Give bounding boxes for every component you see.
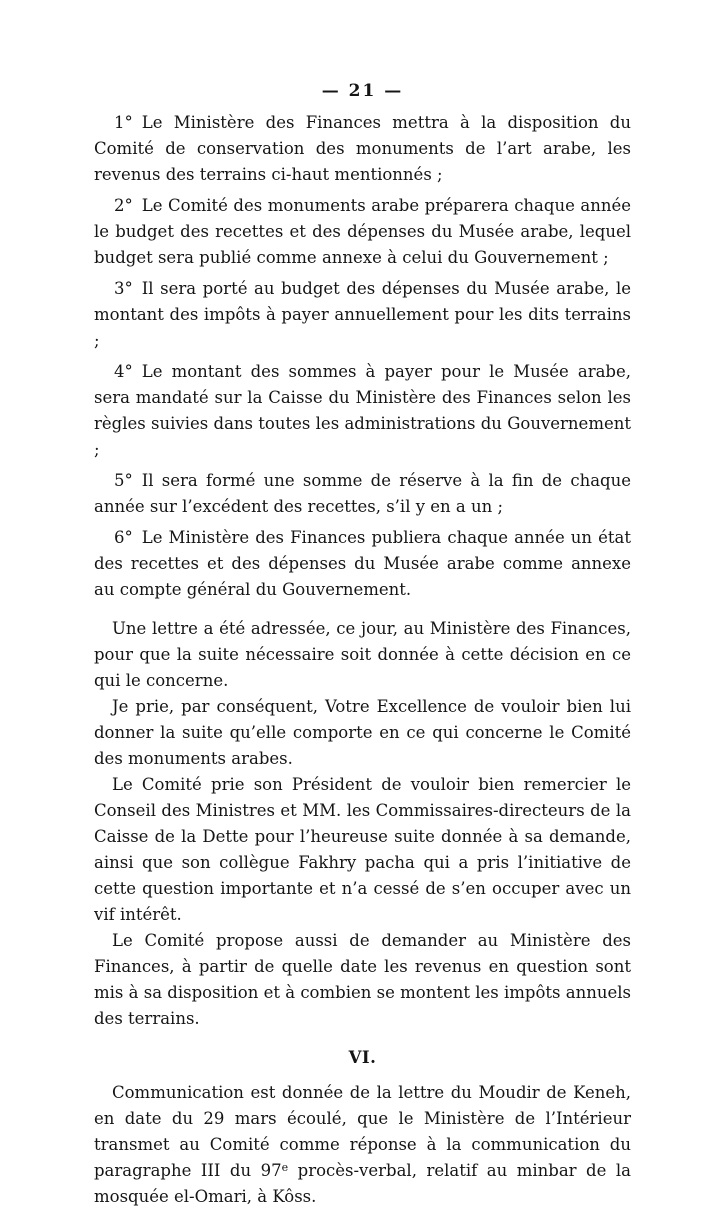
body-paragraphs bbox=[94, 616, 631, 1032]
ordinal-superscript: e bbox=[281, 1161, 289, 1174]
page-number: — 21 — bbox=[321, 81, 404, 101]
item-text: Le montant des sommes à payer pour le Musée arabe, sera mandaté sur la Caisse du Ministère des Finances selon les règles suivies dans toutes les administrations du Gouvernement ; bbox=[94, 362, 631, 459]
numbered-item-4 bbox=[94, 359, 631, 463]
numbered-item-5 bbox=[94, 468, 631, 520]
item-marker: 4° bbox=[114, 362, 133, 381]
closing-text-after: procès-verbal, relatif au minbar de la mosquée el-Omari, à Kôss. bbox=[94, 1161, 631, 1206]
paragraph-letter-sent: Une lettre a été adressée, ce jour, au Ministère des Finances, pour que la suite nécessaire soit donnée à cette décision en ce qui le concerne. bbox=[94, 619, 631, 690]
closing-text-before: Communication est donnée de la lettre du Moudir de Keneh, en date du 29 mars écoulé, que le Ministère de l’Intérieur transmet au Comité comme réponse à la communication du paragraphe III du 97 bbox=[94, 1083, 631, 1180]
item-marker: 6° bbox=[114, 528, 133, 547]
numbered-item-1 bbox=[94, 110, 631, 188]
numbered-item-2 bbox=[94, 193, 631, 271]
item-text: Il sera porté au budget des dépenses du Musée arabe, le montant des impôts à payer annuellement pour les dits terrains ; bbox=[94, 279, 631, 350]
paragraph-proposition: Le Comité propose aussi de demander au Ministère des Finances, à partir de quelle date les revenus en question sont mis à sa disposition et à combien se montent les impôts annuels des terrains. bbox=[94, 931, 631, 1028]
item-text: Il sera formé une somme de réserve à la fin de chaque année sur l’excédent des recettes, s’il y en a un ; bbox=[94, 471, 631, 516]
numbered-item-6 bbox=[94, 525, 631, 603]
paragraph-je-prie: Je prie, par conséquent, Votre Excellence de vouloir bien lui donner la suite qu’elle comporte en ce qui concerne le Comité des monuments arabes. bbox=[94, 697, 631, 768]
item-marker: 5° bbox=[114, 471, 133, 490]
item-marker: 2° bbox=[114, 196, 133, 215]
section-heading-vi: VI. bbox=[348, 1048, 377, 1067]
item-marker: 1° bbox=[114, 113, 133, 132]
item-text: Le Ministère des Finances mettra à la disposition du Comité de conservation des monuments de l’art arabe, les revenus des terrains ci-haut mentionnés ; bbox=[94, 113, 631, 184]
item-text: Le Comité des monuments arabe préparera chaque année le budget des recettes et des dépenses du Musée arabe, lequel budget sera publié comme annexe à celui du Gouvernement ; bbox=[94, 196, 631, 267]
item-marker: 3° bbox=[114, 279, 133, 298]
paragraph-communication bbox=[94, 1080, 631, 1210]
paragraph-remerciements: Le Comité prie son Président de vouloir bien remercier le Conseil des Ministres et MM. les Commissaires-directeurs de la Caisse de la Dette pour l’heureuse suite donnée à sa demande, ainsi que son collègue Fakhry pacha qui a pris l’initiative de cette question importante et n’a cessé de s’en occuper avec un vif intérêt. bbox=[94, 775, 631, 924]
item-text: Le Ministère des Finances publiera chaque année un état des recettes et des dépenses du Musée arabe comme annexe au compte général du Gouvernement. bbox=[94, 528, 631, 599]
numbered-item-3 bbox=[94, 276, 631, 354]
